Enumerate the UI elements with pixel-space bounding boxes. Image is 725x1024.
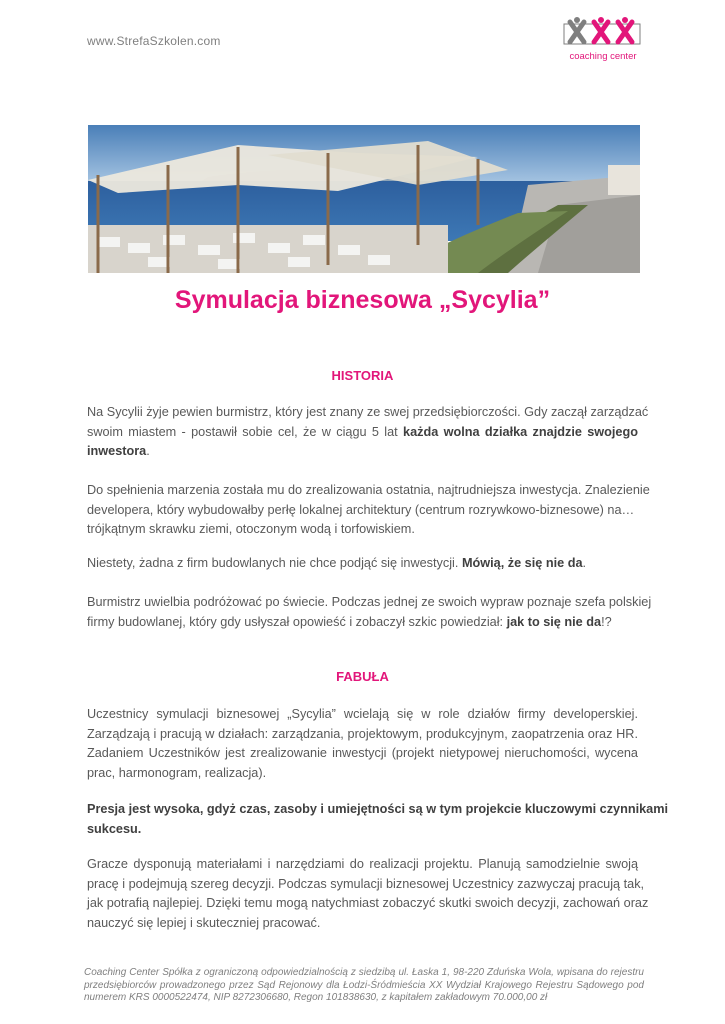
historia-paragraph-1: [87, 403, 649, 462]
text-line: Na Sycylii żyje pewien burmistrz, który jest znany ze swej przedsiębiorczości. Gdy zaczął zarządzać: [87, 405, 649, 419]
bold-line: sukcesu.: [87, 821, 142, 836]
fabula-paragraph-2: [87, 800, 669, 839]
footer-line: numerem KRS 0000522474, NIP 8272306680, Regon 101838630, z kapitałem zakładowym 70.000,00 zł: [84, 992, 548, 1003]
text-line: inwestora.: [87, 444, 150, 458]
text-line: Gracze dysponują materiałami i narzędziami do realizacji projektu. Planują samodzielnie swoją: [87, 857, 638, 871]
company-footer: [84, 967, 644, 1005]
text-line: Zadaniem Uczestników jest zrealizowanie inwestycji (projekt nietypowej nieruchomości, wycena: [87, 746, 638, 760]
text-line: Niestety, żadna z firm budowlanych nie chce podjąć się inwestycji. Mówią, że się nie da.: [87, 556, 587, 570]
bold-line: Presja jest wysoka, gdyż czas, zasoby i umiejętności są w tym projekcie kluczowymi czynnikami: [87, 802, 669, 816]
sicily-seaside-photo: [88, 125, 640, 273]
bold-phrase: inwestora: [87, 444, 147, 458]
text-line: swoim miastem - postawił sobie cel, że w ciągu 5 lat każda wolna działka znajdzie swojego: [87, 424, 638, 439]
text-line: Burmistrz uwielbia podróżować po świecie. Podczas jednej ze swoich wypraw poznaje szefa polskiej: [87, 595, 652, 609]
text-line: firmy budowlanej, który gdy usłyszał opowieść i zobaczył szkic powiedział: jak to się nie da!?: [87, 614, 612, 629]
logo-x-pink-1: [594, 22, 608, 42]
historia-paragraph-3: [87, 554, 638, 574]
logo-caption: coaching center: [569, 51, 637, 62]
bold-phrase: jak to się nie da: [506, 614, 602, 629]
section-heading-historia: HISTORIA: [331, 368, 394, 383]
fabula-paragraph-3: [87, 855, 649, 933]
text-line: Uczestnicy symulacji biznesowej „Sycylia” wcielają się w role działów firmy developerskiej.: [87, 707, 638, 721]
section-heading-fabula: FABUŁA: [336, 669, 389, 684]
bold-phrase: każda wolna działka znajdzie swojego: [403, 424, 638, 439]
footer-line: Coaching Center Spółka z ograniczoną odpowiedzialnością z siedzibą ul. Łaska 1, 98-220 Zduńska Wola, wpisana do rejestru: [84, 967, 644, 978]
footer-line: przedsiębiorców prowadzonego przez Sąd Rejonowy dla Łodzi-Śródmieścia XX Wydział Krajowego Rejestru Sądowego pod: [84, 979, 644, 991]
historia-paragraph-4: [87, 593, 652, 632]
document-title: Symulacja biznesowa „Sycylia”: [174, 286, 551, 314]
logo-x-pink-2: [618, 22, 632, 42]
bold-phrase: Mówią, że się nie da: [461, 556, 583, 570]
text-line: prac, harmonogram, realizacja).: [87, 765, 267, 780]
historia-paragraph-2: [87, 481, 650, 540]
text-line: Do spełnienia marzenia została mu do zrealizowania ostatnia, najtrudniejsza inwestycja. Znalezienie: [87, 483, 650, 497]
text-line: developera, który wybudowałby perłę lokalnej architektury (centrum rozrywkowo-biznesowe) na…: [87, 502, 635, 517]
text-line: trójkątnym skrawku ziemi, otoczonym wodą i torfowiskiem.: [87, 522, 415, 536]
fabula-paragraph-1: [87, 705, 638, 783]
text-line: pracę i podejmują szereg decyzji. Podczas symulacji biznesowej Uczestnicy zazwyczaj pracują tak,: [87, 876, 645, 891]
website-url[interactable]: www.StrefaSzkolen.com: [87, 34, 221, 48]
text-line: nauczyć się lepiej i skuteczniej pracować.: [87, 915, 321, 930]
text-line: jak potrafią najlepiej. Dzięki temu mogą natychmiast zobaczyć skutki swoich decyzji, zachowań oraz: [87, 896, 649, 910]
logo-x-grey: [570, 22, 584, 42]
text-line: Zarządzają i pracują w działach: zarządzania, projektowym, produkcyjnym, zaopatrzenia oraz HR.: [87, 726, 638, 741]
